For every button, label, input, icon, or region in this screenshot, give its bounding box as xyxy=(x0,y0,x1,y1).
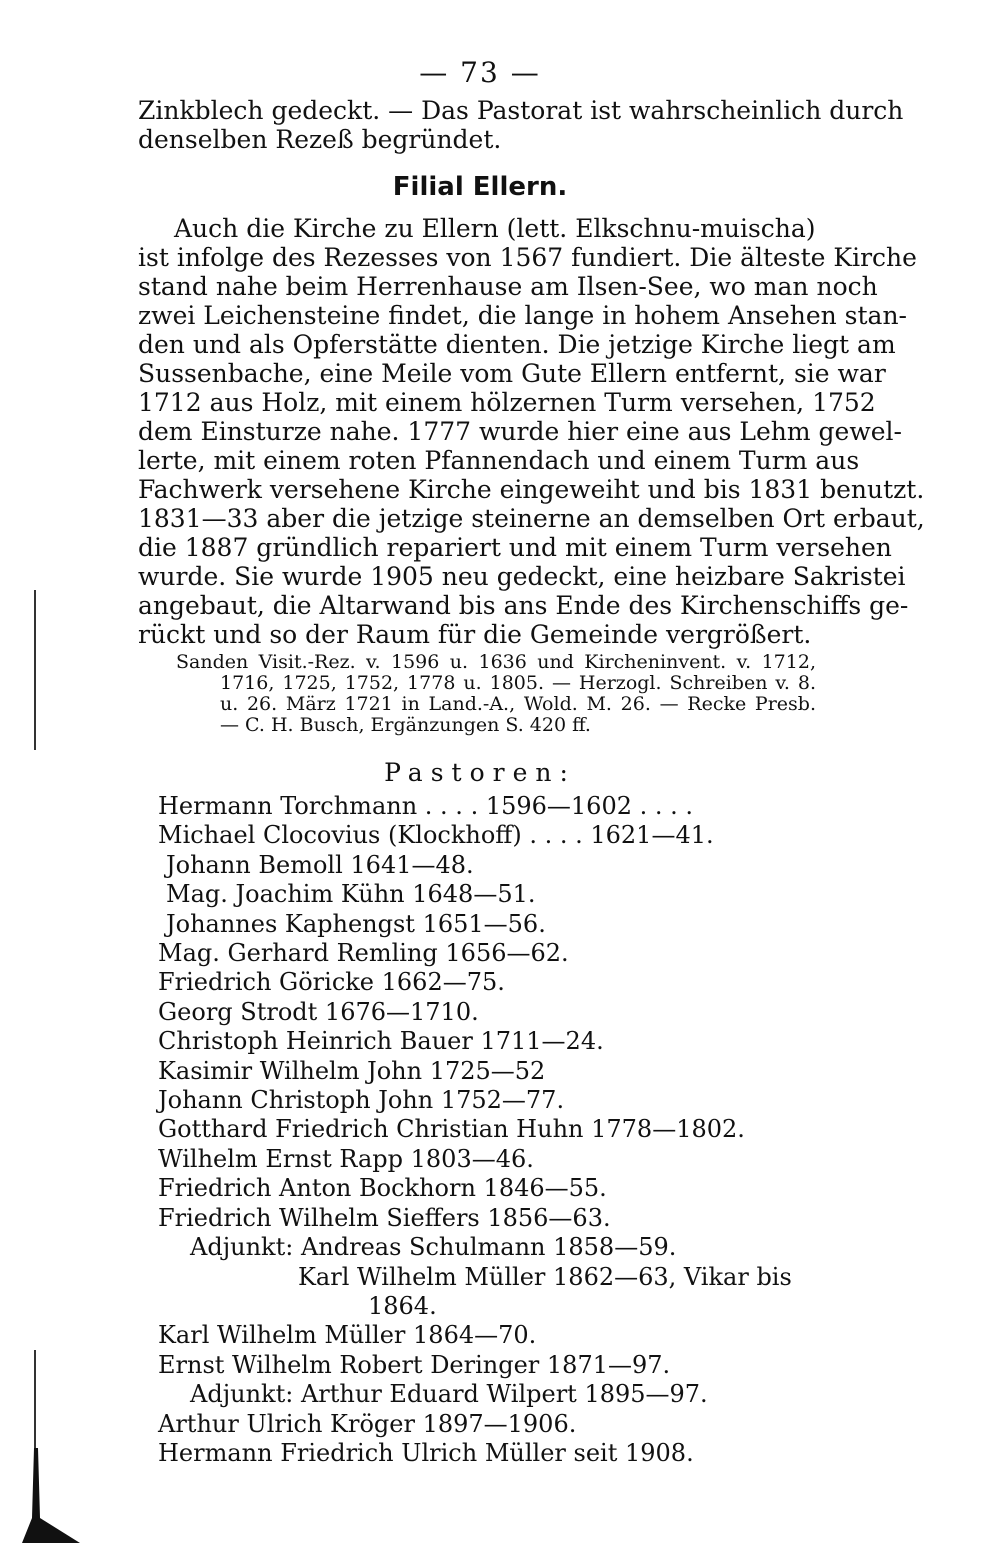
text-line: Fachwerk versehene Kirche eingeweiht und bis 1831 benutzt. xyxy=(138,475,925,504)
source-line: Sanden Visit.-Rez. v. 1596 u. 1636 und Kircheninvent. v. 1712, xyxy=(176,651,816,673)
text-line: Auch die Kirche zu Ellern (lett. Elkschnu-muischa) xyxy=(174,214,816,243)
pastor-entry: Kasimir Wilhelm John 1725—52 xyxy=(158,1056,546,1085)
text-line: angebaut, die Altarwand bis ans Ende des Kirchenschiffs ge- xyxy=(138,591,909,620)
text-line: rückt und so der Raum für die Gemeinde vergrößert. xyxy=(138,620,812,649)
pastor-entry: Adjunkt: Arthur Eduard Wilpert 1895—97. xyxy=(190,1380,708,1409)
pastor-entry: 1864. xyxy=(368,1291,437,1320)
pastor-entry: Friedrich Wilhelm Sieffers 1856—63. xyxy=(158,1203,611,1232)
source-line: 1716, 1725, 1752, 1778 u. 1805. — Herzogl. Schreiben v. 8. xyxy=(220,672,816,694)
pastor-entry: Georg Strodt 1676—1710. xyxy=(158,997,479,1026)
intro-text xyxy=(138,96,904,154)
text-line: ist infolge des Rezesses von 1567 fundiert. Die älteste Kirche xyxy=(138,243,917,272)
text-line: wurde. Sie wurde 1905 neu gedeckt, eine heizbare Sakristei xyxy=(138,562,906,591)
pastor-entry: Hermann Friedrich Ulrich Müller seit 1908. xyxy=(158,1438,694,1467)
section-paragraph xyxy=(138,214,925,649)
text-line: Sussenbache, eine Meile vom Gute Ellern entfernt, sie war xyxy=(138,359,886,388)
pastor-entry: Johann Christoph John 1752—77. xyxy=(158,1086,565,1115)
text-line: 1712 aus Holz, mit einem hölzernen Turm versehen, 1752 xyxy=(138,388,876,417)
pastor-entry: Adjunkt: Andreas Schulmann 1858—59. xyxy=(190,1233,677,1262)
scan-corner-artifact xyxy=(22,1448,82,1543)
text-line: Zinkblech gedeckt. — Das Pastorat ist wahrscheinlich durch xyxy=(138,96,904,125)
pastor-entry: Mag. Gerhard Remling 1656—62. xyxy=(158,939,569,968)
text-line: dem Einsturze nahe. 1777 wurde hier eine aus Lehm gewel- xyxy=(138,417,902,446)
scan-margin-line xyxy=(34,590,36,750)
text-line: zwei Leichensteine findet, die lange in hohem Ansehen stan- xyxy=(138,301,908,330)
pastor-entry: Wilhelm Ernst Rapp 1803—46. xyxy=(158,1144,534,1173)
pastor-entry: Ernst Wilhelm Robert Deringer 1871—97. xyxy=(158,1350,671,1379)
pastor-entry: Friedrich Anton Bockhorn 1846—55. xyxy=(158,1174,607,1203)
text-line: 1831—33 aber die jetzige steinerne an demselben Ort erbaut, xyxy=(138,504,925,533)
text-line: die 1887 gründlich repariert und mit einem Turm versehen xyxy=(138,533,892,562)
pastor-entry: Hermann Torchmann . . . . 1596—1602 . . . . xyxy=(158,792,694,820)
pastor-entry: Friedrich Göricke 1662—75. xyxy=(158,968,505,997)
pastor-entry: Michael Clocovius (Klockhoff) . . . . 1621—41. xyxy=(158,821,714,850)
pastor-entry: Mag. Joachim Kühn 1648—51. xyxy=(166,880,536,909)
pastor-entry: Karl Wilhelm Müller 1862—63, Vikar bis xyxy=(298,1262,792,1291)
source-references xyxy=(176,652,816,736)
source-line: — C. H. Busch, Ergänzungen S. 420 ff. xyxy=(220,714,591,736)
pastor-entry: Johannes Kaphengst 1651—56. xyxy=(166,909,546,938)
page-number: — 73 — xyxy=(419,56,541,89)
pastor-entry: Karl Wilhelm Müller 1864—70. xyxy=(158,1321,537,1350)
text-line: den und als Opferstätte dienten. Die jetzige Kirche liegt am xyxy=(138,330,896,359)
pastors-heading: Pastoren: xyxy=(384,758,576,787)
pastor-entry: Gotthard Friedrich Christian Huhn 1778—1802. xyxy=(158,1115,745,1144)
source-line: u. 26. März 1721 in Land.-A., Wold. M. 26. — Recke Presb. xyxy=(220,693,816,715)
text-line: denselben Rezeß begründet. xyxy=(138,125,502,154)
scan-margin-line xyxy=(34,1350,36,1460)
text-line: stand nahe beim Herrenhause am Ilsen-See, wo man noch xyxy=(138,272,878,301)
text-line: lerte, mit einem roten Pfannendach und einem Turm aus xyxy=(138,446,860,475)
pastor-entry: Arthur Ulrich Kröger 1897—1906. xyxy=(158,1409,577,1438)
section-heading: Filial Ellern. xyxy=(392,172,568,202)
pastor-entry: Johann Bemoll 1641—48. xyxy=(166,850,474,879)
pastor-entry: Christoph Heinrich Bauer 1711—24. xyxy=(158,1027,604,1056)
pastor-list xyxy=(158,792,858,1468)
